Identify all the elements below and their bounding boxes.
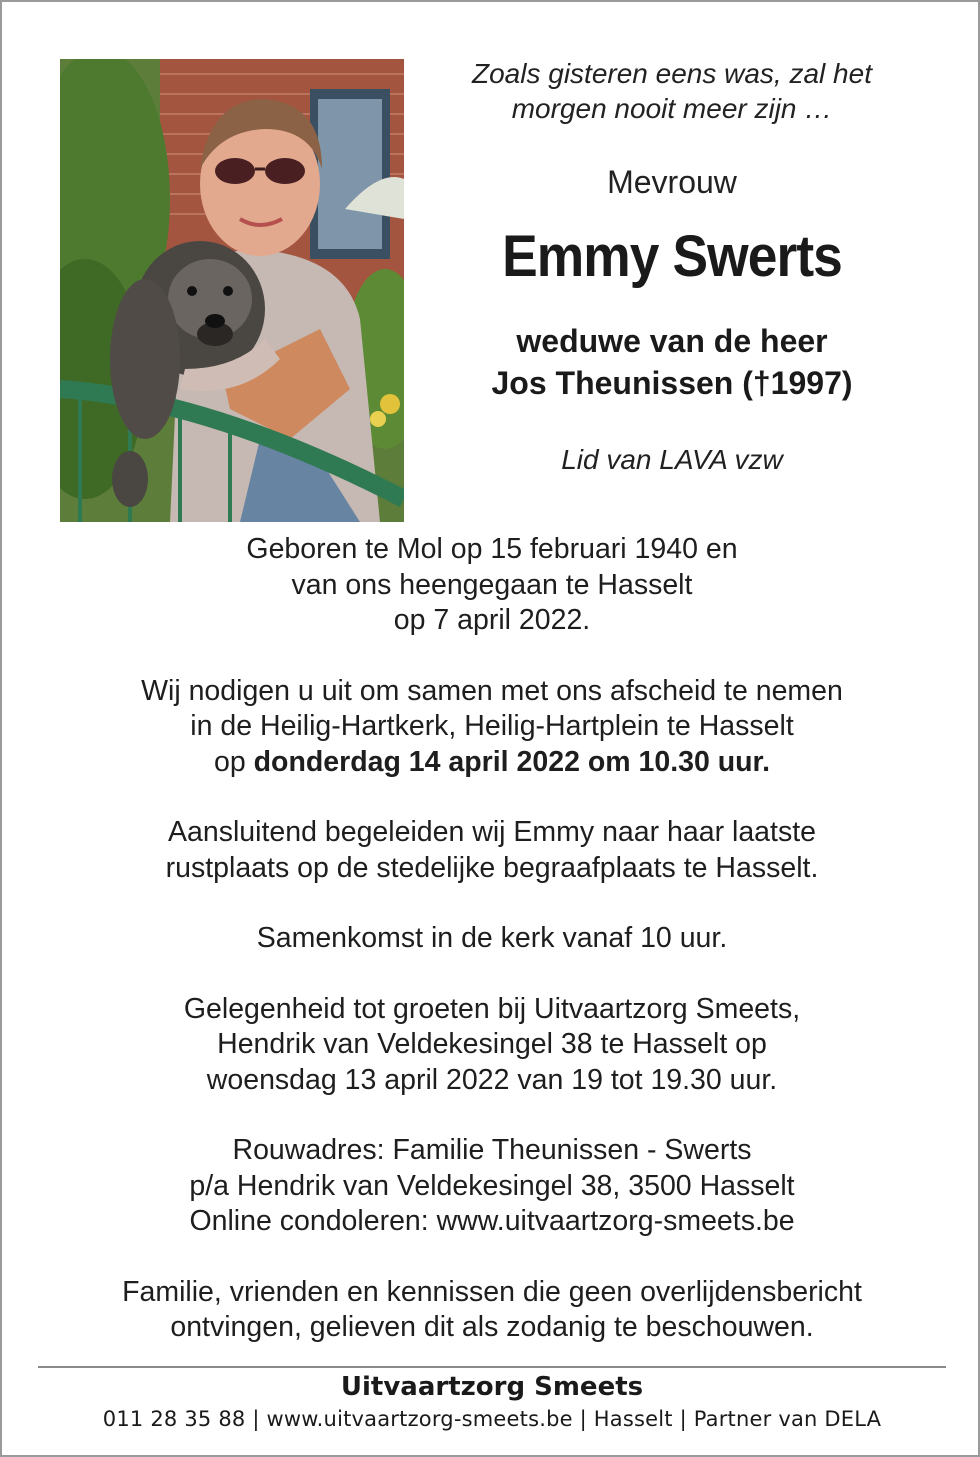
gathering-paragraph	[42, 921, 942, 957]
motto-line: morgen nooit meer zijn …	[511, 93, 833, 124]
text-line: p/a Hendrik van Veldekesingel 38, 3500 Hasselt	[189, 1169, 795, 1202]
header-column	[422, 56, 922, 476]
text-line: Hendrik van Veldekesingel 38 te Hasselt op	[217, 1028, 767, 1060]
widow-line: Jos Theunissen (†1997)	[491, 365, 853, 401]
deceased-name: Emmy Swerts	[502, 224, 842, 289]
text-line: Gelegenheid tot groeten bij Uitvaartzorg Smeets,	[183, 992, 801, 1025]
burial-paragraph	[42, 815, 942, 886]
text-line: Familie, vrienden en kennissen die geen overlijdensbericht	[122, 1275, 862, 1308]
membership: Lid van LAVA vzw	[561, 444, 783, 475]
text-line: Wij nodigen u uit om samen met ons afscheid te nemen	[141, 674, 843, 707]
text-line: Rouwadres: Familie Theunissen - Swerts	[232, 1134, 752, 1166]
honorific: Mevrouw	[607, 164, 737, 200]
motto-line: Zoals gisteren eens was, zal het	[472, 58, 872, 89]
birth-death-paragraph	[42, 532, 942, 639]
funeral-home-name: Uitvaartzorg Smeets	[340, 1372, 644, 1402]
online-condolence-line: Online condoleren: www.uitvaartzorg-smeets.be	[189, 1205, 795, 1237]
visitation-paragraph	[42, 992, 942, 1099]
portrait-photo	[60, 59, 404, 522]
footer-divider	[38, 1366, 946, 1368]
text-line: Geboren te Mol op 15 februari 1940 en	[246, 533, 738, 565]
text-line: van ons heengegaan te Hasselt	[291, 568, 693, 601]
mourning-address-paragraph	[42, 1133, 942, 1240]
text-line: Aansluitend begeleiden wij Emmy naar haar laatste	[168, 816, 816, 848]
notice-paragraph	[42, 1275, 942, 1346]
invitation-paragraph	[42, 674, 942, 781]
text-line: ontvingen, gelieven dit als zodanig te beschouwen.	[170, 1311, 814, 1343]
text-line: woensdag 13 april 2022 van 19 tot 19.30 uur.	[206, 1063, 778, 1096]
widow-statement	[422, 320, 922, 404]
text-line: Samenkomst in de kerk vanaf 10 uur.	[256, 922, 728, 954]
text-line: rustplaats op de stedelijke begraafplaats te Hasselt.	[165, 851, 819, 884]
ceremony-date: donderdag 14 april 2022 om 10.30 uur.	[253, 745, 770, 778]
obituary-body	[42, 532, 942, 1381]
motto	[422, 56, 922, 126]
text-line: op 7 april 2022.	[393, 604, 591, 636]
widow-line: weduwe van de heer	[516, 323, 828, 359]
date-prefix: op	[214, 745, 254, 778]
ceremony-date-line	[42, 745, 942, 781]
text-line: in de Heilig-Hartkerk, Heilig-Hartplein te Hasselt	[190, 710, 794, 742]
funeral-home-contact: 011 28 35 88 | www.uitvaartzorg-smeets.be | Hasselt | Partner van DELA	[102, 1407, 882, 1431]
